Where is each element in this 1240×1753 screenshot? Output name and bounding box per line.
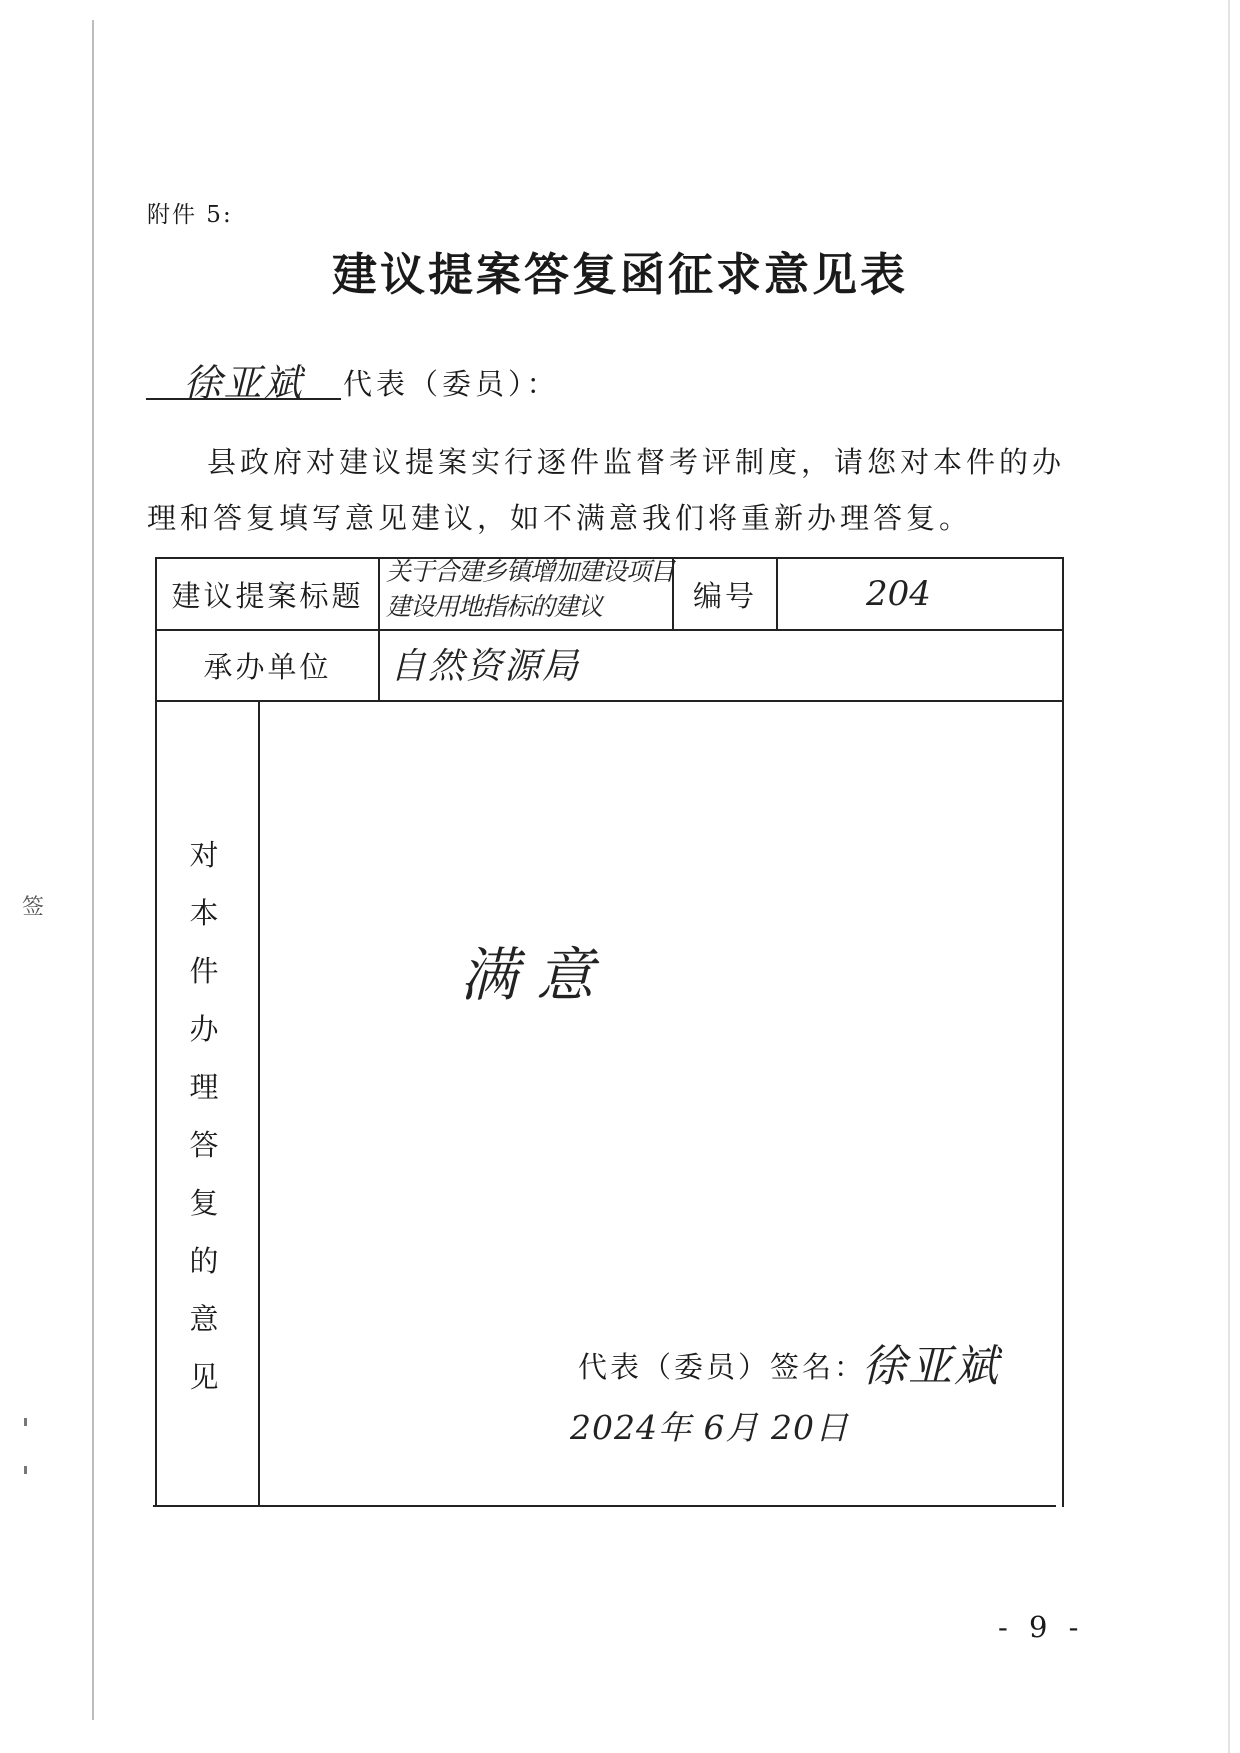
margin-mark: 签 [22,895,45,920]
col-divider-label [378,557,380,700]
table-border-bottom [153,1505,1056,1507]
signature-label: 代表（委员）签名： [578,1350,867,1384]
title-value-line1: 关于合建乡镇增加建设项目 [386,557,675,586]
addressee-name-handwritten: 徐亚斌 [146,352,341,400]
attachment-label: 附件 5: [147,202,233,228]
signature-date-handwritten: 2024年 6月 20日 [570,1408,849,1447]
page-number: - 9 - [998,1610,1085,1644]
title-value-line2: 建设用地指标的建议 [386,592,603,621]
number-value-handwritten: 204 [866,574,931,614]
col-divider-number-value [776,557,778,629]
margin-dot [24,1466,27,1474]
title-value-handwritten [386,554,676,624]
row-divider-2 [156,700,1064,702]
signature-name-handwritten: 徐亚斌 [862,1341,1000,1392]
addressee-role: 代表（委员）： [343,367,560,401]
unit-label-cell: 承办单位 [203,650,332,684]
title-label-cell: 建议提案标题 [171,578,364,613]
opinion-value-handwritten: 满意 [460,941,613,1009]
col-divider-opinion [258,700,260,1506]
margin-dot [24,1418,27,1426]
intro-paragraph: 县政府对建议提案实行逐件监督考评制度，请您对本件的办理和答复填写意见建议，如不满意我们将重新办理答复。 [147,445,1066,535]
document-title: 建议提案答复函征求意见表 [331,248,908,301]
opinion-label-vertical: 对本件办理答复的意见 [189,838,219,1394]
number-label-cell: 编号 [692,578,757,613]
unit-value-handwritten: 自然资源局 [390,646,581,687]
